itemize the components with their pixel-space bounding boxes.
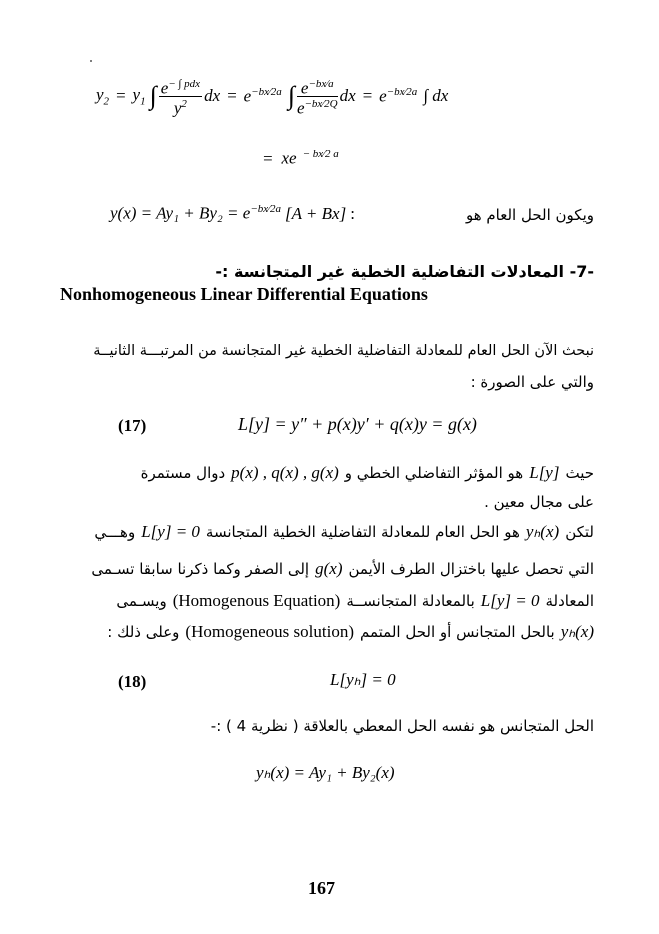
dx-1: dx [204, 86, 221, 105]
equation-xe: = xe $^{- bx⁄2 a}$ [262, 148, 339, 168]
dx-2: dx [339, 86, 356, 105]
equation-y2 [96, 64, 448, 128]
equation-general-solution: $y(x) = Ay_1 + By_2 = e^{-bx⁄2a}$ [A + Bx] : [110, 203, 355, 223]
y2-y1: $y_1$ [132, 84, 146, 108]
y2-equals-2: = [226, 86, 238, 105]
integral-sign-1: ∫ [149, 81, 157, 110]
general-solution-arabic: ويكون الحل العام هو [465, 206, 594, 224]
para2-line1: حيث L[y] هو المؤثر التفاضلي الخطي و p(x) , q(x) , g(x) دوال مستمرة [140, 463, 594, 482]
eq18-expression: L[yₕ] = 0 [330, 670, 396, 689]
para3-line4: yₕ(x) بالحل المتجانس أو الحل المتمم (Homogeneous solution) وعلى ذلك : [107, 622, 594, 641]
scan-speck [90, 60, 92, 62]
integral-sign-2: ∫ [287, 81, 295, 110]
fraction-1: $\frac{e^{- \int pdx}}{y^2}$ [160, 77, 201, 118]
fraction-2: $\frac{e^{-bx⁄a}}{e^{-bx⁄2Q}}$ [296, 77, 338, 118]
section-title-english: Nonhomogeneous Linear Differential Equations [60, 284, 428, 304]
integral-dx-3: ∫ dx [423, 86, 449, 105]
y2-equals-1: = [115, 86, 127, 105]
para3-line1: لتكن yₕ(x) هو الحل العام للمعادلة التفاضلية الخطية المتجانسة L[y] = 0 وهـــي [94, 522, 594, 541]
y2-lhs: $y_2$ [96, 84, 110, 108]
e-mid: $e^{-bx⁄2a}$ [243, 85, 282, 106]
para2-line2: على مجال معين . [484, 493, 594, 511]
para3-line2: التي تحصل عليها باختزال الطرف الأيمن g(x) إلى الصفر وكما ذكرنا سابقا تسـمى [91, 559, 594, 578]
y2-equals-3: = [361, 86, 374, 105]
page-number: 167 [308, 878, 335, 898]
eq18-number: (18) [118, 672, 147, 691]
e-end: $e^{-bx⁄2a}$ [379, 85, 418, 106]
para1-line1: نبحث الآن الحل العام للمعادلة التفاضلية الخطية غير المتجانسة من المرتبـــة الثانيــة [93, 343, 594, 359]
equation-yh: yₕ(x) = Ay₁ + By₂(x) [256, 763, 395, 782]
para4-line1: الحل المتجانس هو نفسه الحل المعطي بالعلاقة ( نظرية 4 ) :- [210, 717, 594, 735]
para1-line2: والتي على الصورة : [470, 373, 594, 391]
eq17-expression: L[y] = y″ + p(x)y′ + q(x)y = g(x) [238, 414, 477, 434]
eq17-number: (17) [118, 416, 147, 435]
para3-line3: المعادلة L[y] = 0 بالمعادلة المتجانســة (Homogenous Equation) ويسـمى [116, 591, 594, 610]
section-title-arabic: -7- المعادلات التفاضلية الخطية غير المتجانسة :- [215, 262, 594, 281]
